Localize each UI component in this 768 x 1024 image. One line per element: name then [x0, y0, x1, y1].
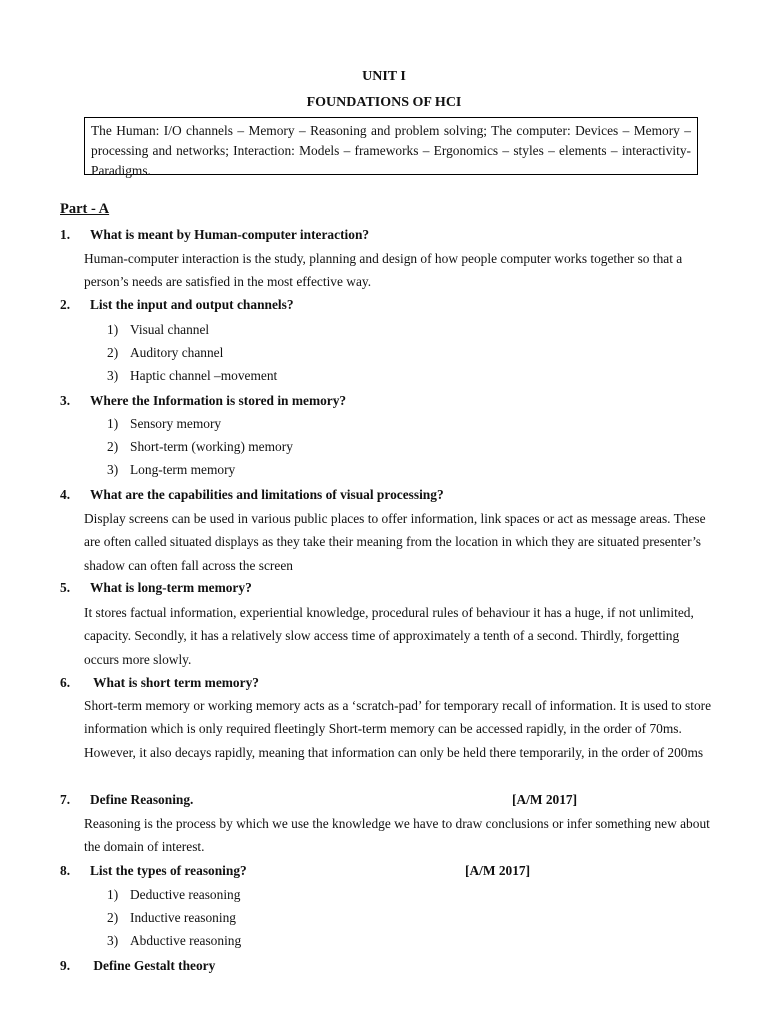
question-4 [60, 487, 444, 503]
question-5 [60, 580, 252, 596]
question-text: Define Gestalt theory [90, 958, 216, 973]
question-number: 3. [60, 393, 71, 408]
question-2 [60, 297, 294, 313]
question-text: Define Reasoning. [90, 792, 194, 807]
syllabus-box: The Human: I/O channels – Memory – Reasoning and problem solving; The computer: Devices – Memory – processing and networks; Interaction: Models – frameworks – Ergonomics – styles – elements – interactivity- Paradigms. [84, 117, 698, 175]
part-heading: Part - A [60, 201, 110, 217]
question-number: 5. [60, 580, 71, 595]
list-item: 1) Visual channel [107, 322, 210, 337]
question-number: 9. [60, 958, 71, 973]
question-text: What is meant by Human-computer interaction? [90, 227, 370, 242]
list-item: 1) Sensory memory [107, 416, 222, 431]
answer-4: Display screens can be used in various public places to offer information, link spaces or act as message areas. These are often called situated displays as they take their meaning from the location in which they are situated presenter’s shadow can often fall across the screen [84, 511, 706, 573]
unit-heading: UNIT I [362, 69, 406, 84]
answer-6: Short-term memory or working memory acts as a ‘scratch-pad’ for temporary recall of information. It is used to store information which is only required fleetingly Short-term memory can be accessed rapidly, in the order of 70ms. However, it also decays rapidly, meaning that information can only be held there temporarily, in the order of 200ms [84, 698, 712, 760]
question-6 [60, 675, 259, 691]
exam-tag: [A/M 2017] [465, 863, 531, 878]
answer-1: Human-computer interaction is the study, planning and design of how people computer works together so that a person’s needs are satisfied in the most effective way. [84, 251, 683, 290]
question-number: 1. [60, 227, 71, 242]
list-item: 2) Short-term (working) memory [107, 439, 293, 454]
question-number: 4. [60, 487, 71, 502]
list-item: 2) Auditory channel [107, 345, 224, 360]
question-7 [60, 792, 578, 808]
question-3 [60, 393, 346, 409]
question-8 [60, 863, 531, 879]
question-text: Where the Information is stored in memory? [90, 393, 347, 408]
question-9 [60, 958, 215, 974]
question-text: List the input and output channels? [90, 297, 294, 312]
question-1 [60, 227, 369, 243]
answer-7: Reasoning is the process by which we use the knowledge we have to draw conclusions or infer something new about the domain of interest. [84, 816, 710, 855]
question-text: What are the capabilities and limitations of visual processing? [90, 487, 444, 502]
question-number: 7. [60, 792, 71, 807]
page-title: FOUNDATIONS OF HCI [306, 95, 462, 110]
list-item: 1) Deductive reasoning [107, 887, 241, 902]
exam-tag: [A/M 2017] [512, 792, 578, 807]
question-number: 2. [60, 297, 71, 312]
question-text: List the types of reasoning? [90, 863, 247, 878]
answer-5: It stores factual information, experiential knowledge, procedural rules of behaviour it has a huge, if not unlimited, capacity. Secondly, it has a relatively slow access time of approximately a tenth of a second. Thirdly, forgetting occurs more slowly. [84, 605, 694, 667]
question-number: 6. [60, 675, 71, 690]
question-text: What is short term memory? [90, 675, 259, 690]
question-text: What is long-term memory? [90, 580, 252, 595]
list-item: 3) Haptic channel –movement [107, 368, 278, 383]
list-item: 3) Abductive reasoning [107, 933, 242, 948]
list-item: 2) Inductive reasoning [107, 910, 236, 925]
list-item: 3) Long-term memory [107, 462, 236, 477]
question-number: 8. [60, 863, 71, 878]
